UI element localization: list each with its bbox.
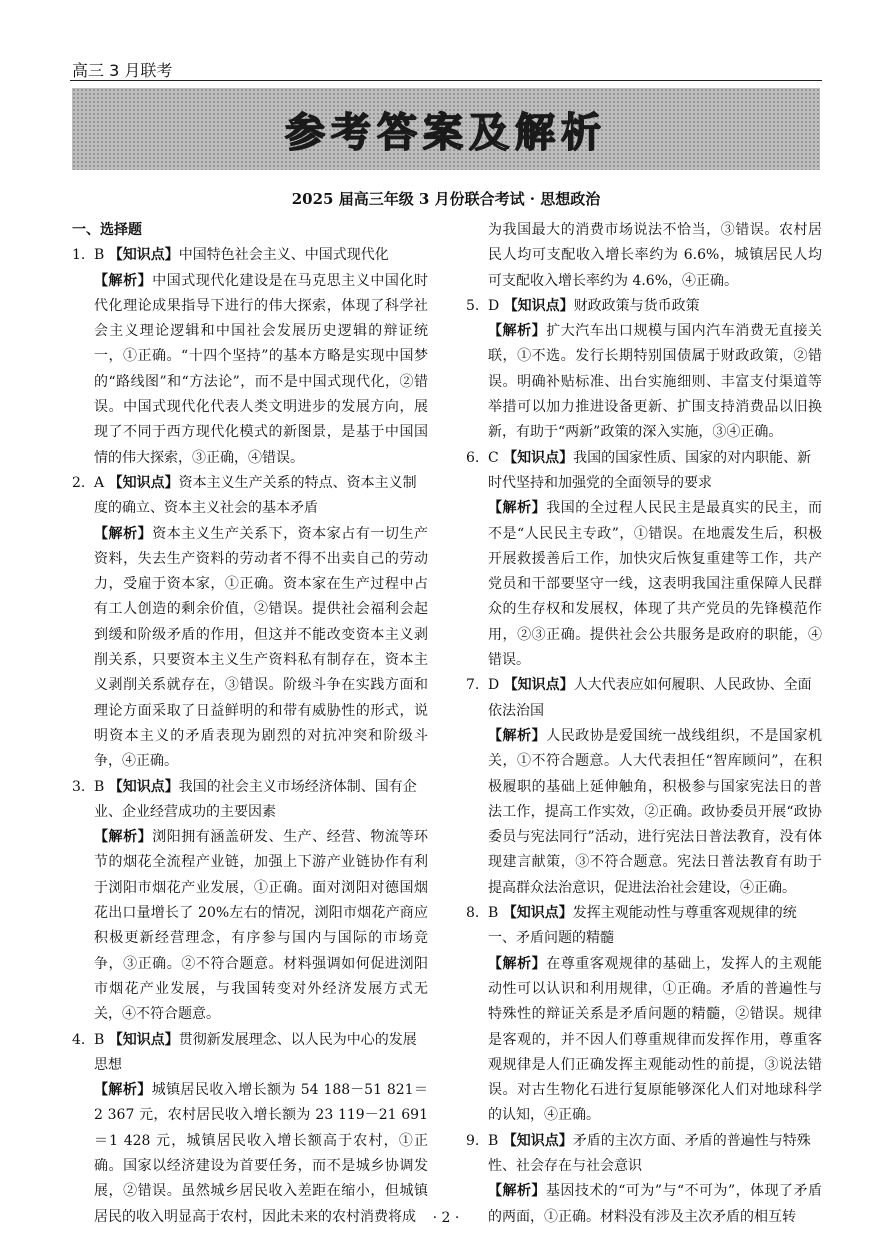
knowledge-text: 我国的社会主义市场经济体制、国有企业、企业经营成功的主要因素: [94, 778, 417, 820]
question-number: 5.: [466, 297, 480, 314]
analysis-text: 我国的全过程人民民主是最真实的民主，而不是“人民民主专政”，①错误。在地震发生后，积极开展救援善后工作，加快灾后恢复重建等工作，共产党员和干部要坚守一线，这表明我国注重保障人民群众的生存权和发展权，体现了共产党员的先锋模范作用，②③正确。提供社会公共服务是政府的职能，④错误。: [488, 500, 823, 669]
question-head: [72, 775, 428, 826]
analysis-tag: 【解析】: [94, 829, 153, 846]
question-item: [466, 673, 822, 901]
left-column: [72, 218, 428, 1230]
right-column: [466, 218, 822, 1230]
question-number: 6.: [466, 449, 480, 466]
analysis-tag: 【解析】: [488, 727, 547, 744]
analysis-text: 扩大汽车出口规模与国内汽车消费无直接关联，①不选。发行长期特别国债属于财政政策，②错误。明确补贴标准、出台实施细则、丰富支付渠道等举措可以加力推进设备更新、扩围支持消费品以旧换新，有助于“两新”政策的深入实施，③④正确。: [488, 323, 823, 441]
analysis-text: 基因技术的“可为”与“不可为”，体现了矛盾的两面，①正确。材料没有涉及主次矛盾的相互转: [488, 1183, 823, 1225]
analysis-block: [72, 269, 428, 471]
knowledge-text: 我国的国家性质、国家的对内职能、新时代坚持和加强党的全面领导的要求: [488, 449, 812, 491]
analysis-tag: 【解析】: [488, 323, 547, 340]
analysis-tag: 【解析】: [94, 272, 153, 289]
analysis-tag: 【解析】: [488, 500, 547, 517]
question-answer: A: [94, 474, 105, 491]
question-answer: B: [488, 1132, 499, 1149]
question-item: [72, 775, 428, 1028]
header-rule: [70, 80, 822, 81]
analysis-text: 中国式现代化建设是在马克思主义中国化时代化理论成果指导下进行的伟大探索，体现了科学社会主义理论逻辑和中国社会发展历史逻辑的辩证统一，①正确。“十四个坚持”的基本方略是实现中国梦的“路线图”和“方法论”，而不是中国式现代化，②错误。中国式现代化代表人类文明进步的发展方向，展现了不同于西方现代化模式的新图景，是基于中国国情的伟大探索，③正确，④错误。: [94, 272, 429, 466]
question-answer: B: [94, 778, 105, 795]
question-number: 2.: [72, 474, 86, 491]
question-answer: B: [94, 1031, 105, 1048]
analysis-text: 人民政协是爱国统一战线组织，不是国家机关，①不符合题意。人大代表担任“智库顾问”，在积极履职的基础上延伸触角，积极参与国家宪法日的普法工作，提高工作实效，②正确。政协委员开展“政协委员与宪法同行”活动，进行宪法日普法教育，没有体现建言献策，③不符合题意。宪法日普法教育有助于提高群众法治意识，促进法治社会建设，④正确。: [488, 727, 823, 896]
knowledge-text: 矛盾的主次方面、矛盾的普遍性与特殊性、社会存在与社会意识: [488, 1132, 811, 1174]
analysis-block: [72, 825, 428, 1027]
analysis-tag: 【解析】: [94, 1082, 152, 1099]
question-number: 9.: [466, 1132, 480, 1149]
knowledge-tag: 【知识点】: [502, 1132, 573, 1149]
knowledge-text: 中国特色社会主义、中国式现代化: [178, 247, 389, 264]
question-item: [466, 901, 822, 1129]
knowledge-text: 资本主义生产关系的特点、资本主义制度的确立、资本主义社会的基本矛盾: [94, 474, 417, 517]
knowledge-tag: 【知识点】: [503, 677, 574, 694]
analysis-tag: 【解析】: [488, 955, 547, 972]
page-number: · 2 ·: [432, 1210, 460, 1226]
question-item: [72, 471, 428, 775]
knowledge-tag: 【知识点】: [108, 778, 179, 795]
knowledge-text: 发挥主观能动性与尊重客观规律的统一、矛盾问题的精髓: [488, 905, 797, 947]
analysis-text: 城镇居民收入增长额为 54 188－51 821＝2 367 元，农村居民收入增长额为 23 119－21 691＝1 428 元，城镇居民收入增长额高于农村，①正确。国家以经济建设为首要任务，而不是城乡协调发展，②错误。虽然城乡居民收入差距在缩小，但城镇居民的收入明显高于农村，因此未来的农村消费将成: [94, 1082, 428, 1225]
question-item: [466, 446, 822, 674]
analysis-block: [466, 496, 822, 673]
question-item: [72, 243, 428, 471]
question-head: [72, 471, 428, 522]
question-number: 1.: [72, 247, 86, 264]
analysis-text: 资本主义生产关系下，资本家占有一切生产资料，失去生产资料的劳动者不得不出卖自己的劳动力，受雇于资本家，①正确。资本家在生产过程中占有工人创造的剩余价值，②错误。提供社会福利会起到缓和阶级矛盾的作用，但这并不能改变资本主义剥削关系，只要资本主义生产资料私有制存在，资本主义剥削关系就存在，③错误。阶级斗争在实践方面和理论方面采取了日益鲜明的和带有威胁性的形式，说明资本主义的矛盾表现为剧烈的对抗冲突和阶级斗争，④正确。: [94, 525, 429, 770]
knowledge-tag: 【知识点】: [108, 1031, 179, 1048]
question-answer: C: [488, 449, 499, 466]
question-head: [466, 1129, 822, 1180]
question-number: 3.: [72, 778, 86, 795]
analysis-text: 浏阳拥有涵盖研发、生产、经营、物流等环节的烟花全流程产业链，加强上下游产业链协作有利于浏阳市烟花产业发展，①正确。面对浏阳对德国烟花出口量增长了 20%左右的情况，浏阳市烟花产商应积极更新经营理念，有序参与国内与国际的市场竞争，③正确。②不符合题意。材料强调如何促进浏阳市烟花产业发展，与我国转变对外经济发展方式无关，④不符合题意。: [94, 829, 429, 1023]
knowledge-text: 贯彻新发展理念、以人民为中心的发展思想: [94, 1031, 417, 1073]
analysis-block: [466, 319, 822, 445]
knowledge-tag: 【知识点】: [502, 905, 573, 922]
question-item: [466, 294, 822, 446]
question-answer: D: [488, 677, 500, 694]
question-head: [72, 243, 428, 268]
question-answer: B: [488, 905, 499, 922]
knowledge-tag: 【知识点】: [108, 474, 179, 491]
analysis-tag: 【解析】: [488, 1183, 546, 1200]
exam-subtitle: 2025 届高三年级 3 月份联合考试 · 思想政治: [291, 190, 601, 208]
analysis-block: [72, 1078, 428, 1230]
knowledge-tag: 【知识点】: [503, 449, 574, 466]
analysis-continuation: 为我国最大的消费市场说法不恰当，③错误。农村居民人均可支配收入增长率约为 6.6%，城镇居民人均可支配收入增长率约为 4.6%，④正确。: [488, 222, 822, 289]
analysis-block: [72, 522, 428, 775]
knowledge-text: 人大代表应如何履职、人民政协、全面依法治国: [488, 677, 812, 719]
analysis-block: [466, 952, 822, 1129]
question-head: [466, 673, 822, 724]
question-head: [466, 901, 822, 952]
analysis-text: 在尊重客观规律的基础上，发挥人的主观能动性可以认识和利用规律，①正确。矛盾的普遍性与特殊性的辩证关系是矛盾问题的精髓，②错误。规律是客观的，并不因人们尊重规律而发挥作用，尊重客观规律是人们正确发挥主观能动性的前提，③说法错误。对古生物化石进行复原能够深化人们对地球科学的认知，④正确。: [488, 955, 823, 1124]
question-number: 4.: [72, 1031, 86, 1048]
question-number: 8.: [466, 905, 480, 922]
knowledge-tag: 【知识点】: [503, 297, 574, 314]
analysis-tag: 【解析】: [94, 525, 153, 542]
question-number: 7.: [466, 677, 480, 694]
section-title: 一、选择题: [72, 222, 142, 238]
knowledge-tag: 【知识点】: [108, 247, 179, 264]
question-item: [72, 1028, 428, 1230]
question-head: [466, 446, 822, 497]
banner-title: 参考答案及解析: [285, 109, 607, 156]
knowledge-text: 财政政策与货币政策: [573, 297, 700, 314]
question-head: [72, 1028, 428, 1079]
running-header: 高三 3 月联考: [72, 61, 173, 80]
question-answer: B: [94, 247, 105, 264]
question-head: [466, 294, 822, 319]
title-banner: [72, 88, 820, 170]
question-answer: D: [488, 297, 500, 314]
analysis-block: [466, 724, 822, 901]
